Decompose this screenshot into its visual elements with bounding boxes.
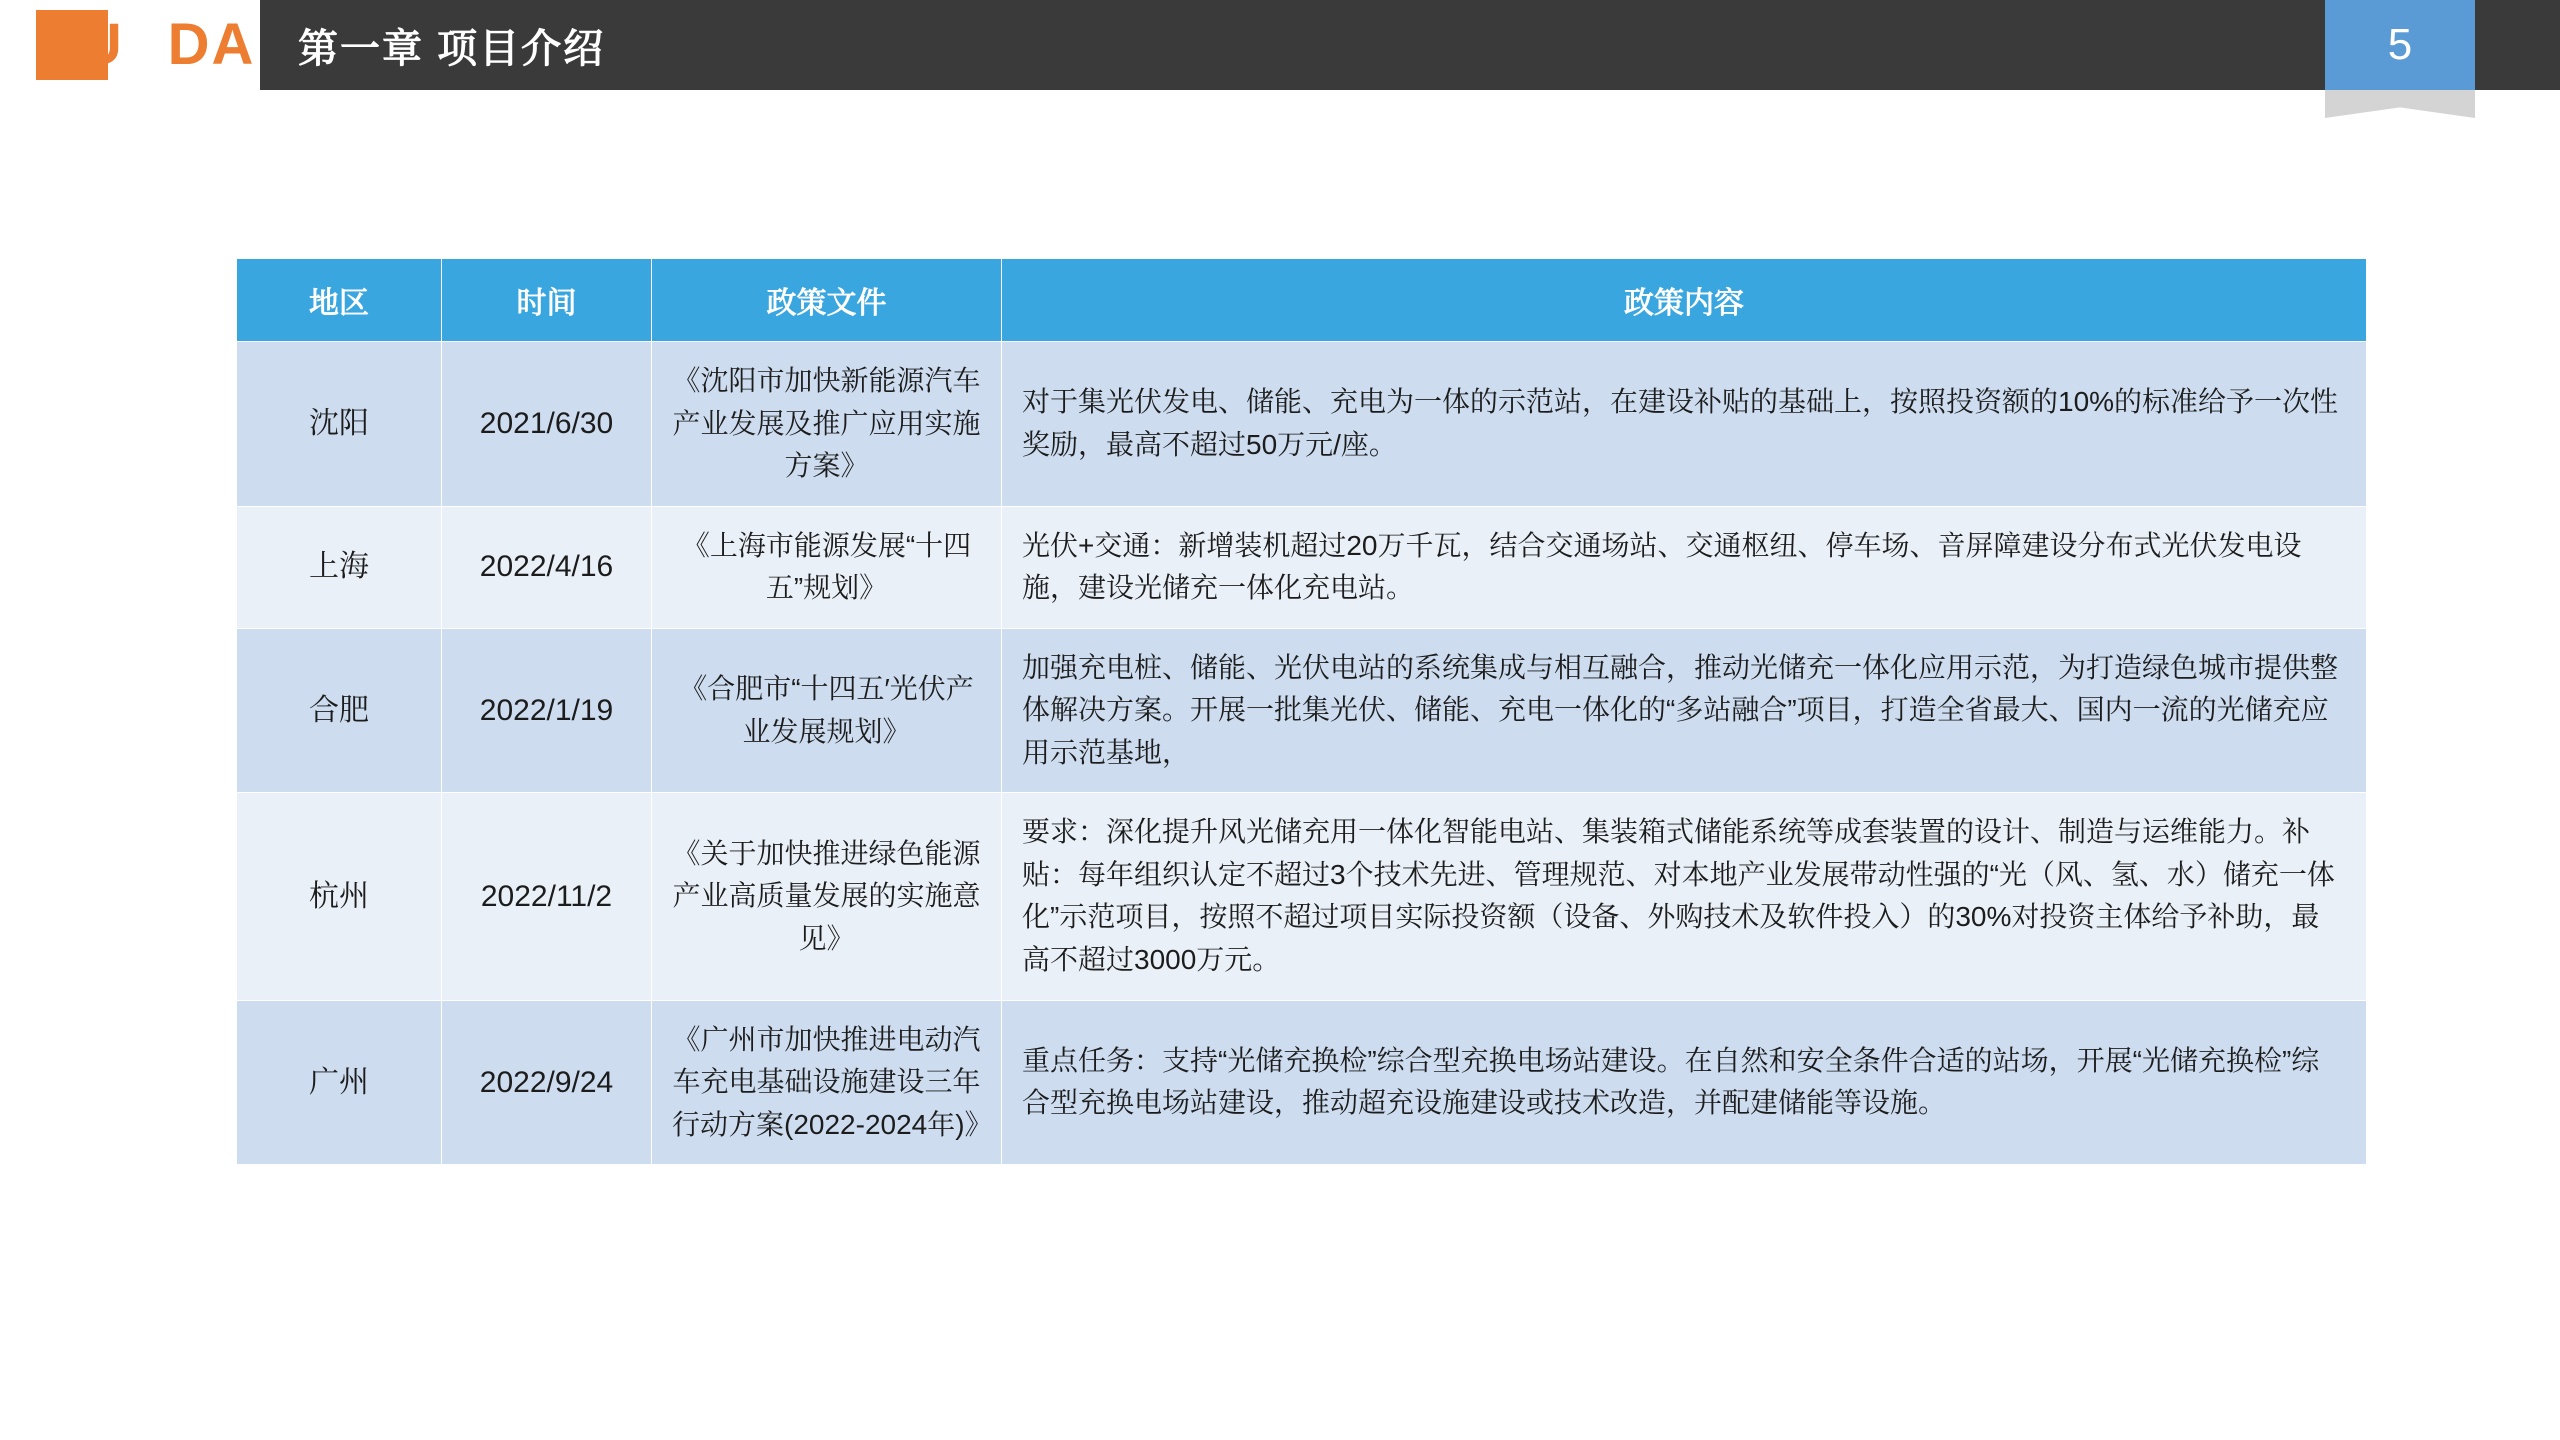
table-row [237, 793, 2367, 1000]
column-header-date: 时间 [442, 259, 652, 342]
page-number-ribbon-tail [2325, 90, 2475, 118]
slide-header-bar [0, 0, 2560, 90]
cell-document: 《关于加快推进绿色能源产业高质量发展的实施意见》 [652, 793, 1002, 1000]
cell-date: 2022/11/2 [442, 793, 652, 1000]
policy-table-container [236, 258, 2366, 1165]
table-row [237, 342, 2367, 507]
cell-date: 2021/6/30 [442, 342, 652, 507]
table-row [237, 1000, 2367, 1165]
cell-region: 上海 [237, 506, 442, 628]
cell-date: 2022/9/24 [442, 1000, 652, 1165]
page-number-badge: 5 [2325, 0, 2475, 90]
table-row [237, 506, 2367, 628]
cell-document: 《沈阳市加快新能源汽车产业发展及推广应用实施方案》 [652, 342, 1002, 507]
logo-text-part2: N [123, 12, 168, 77]
cell-document: 《上海市能源发展“十四五”规划》 [652, 506, 1002, 628]
cell-content: 对于集光伏发电、储能、充电为一体的示范站，在建设补贴的基础上，按照投资额的10%的标准给予一次性奖励，最高不超过50万元/座。 [1002, 342, 2367, 507]
cell-document: 《广州市加快推进电动汽车充电基础设施建设三年行动方案(2022-2024年)》 [652, 1000, 1002, 1165]
table-head [237, 259, 2367, 342]
cell-content: 光伏+交通：新增装机超过20万千瓦，结合交通场站、交通枢纽、停车场、音屏障建设分布式光伏发电设施，建设光储充一体化充电站。 [1002, 506, 2367, 628]
logo-text-part1: RU [36, 12, 124, 77]
cell-document: 《合肥市“十四五′光伏产业发展规划》 [652, 628, 1002, 793]
cell-date: 2022/1/19 [442, 628, 652, 793]
column-header-content: 政策内容 [1002, 259, 2367, 342]
chapter-title: 第一章 项目介绍 [298, 26, 606, 71]
cell-region: 沈阳 [237, 342, 442, 507]
cell-content: 重点任务：支持“光储充换检”综合型充换电场站建设。在自然和安全条件合适的站场，开展“光储充换检”综合型充换电场站建设，推动超充设施建设或技术改造，并配建储能等设施。 [1002, 1000, 2367, 1165]
cell-region: 杭州 [237, 793, 442, 1000]
cell-content: 加强充电桩、储能、光伏电站的系统集成与相互融合，推动光储充一体化应用示范，为打造绿色城市提供整体解决方案。开展一批集光伏、储能、充电一体化的“多站融合”项目，打造全省最大、国内一流的光储充应用示范基地， [1002, 628, 2367, 793]
logo-wordmark [36, 0, 255, 90]
cell-date: 2022/4/16 [442, 506, 652, 628]
table-row [237, 628, 2367, 793]
cell-content: 要求：深化提升风光储充用一体化智能电站、集装箱式储能系统等成套装置的设计、制造与运维能力。补贴：每年组织认定不超过3个技术先进、管理规范、对本地产业发展带动性强的“光（风、氢、水）储充一体化”示范项目，按照不超过项目实际投资额（设备、外购技术及软件投入）的30%对投资主体给予补助，最高不超过3000万元。 [1002, 793, 2367, 1000]
column-header-document: 政策文件 [652, 259, 1002, 342]
column-header-region: 地区 [237, 259, 442, 342]
table-header-row [237, 259, 2367, 342]
cell-region: 广州 [237, 1000, 442, 1165]
table-body [237, 342, 2367, 1165]
cell-region: 合肥 [237, 628, 442, 793]
policy-table [236, 258, 2367, 1165]
brand-logo [0, 0, 260, 90]
logo-text-part3: DA [167, 12, 256, 77]
